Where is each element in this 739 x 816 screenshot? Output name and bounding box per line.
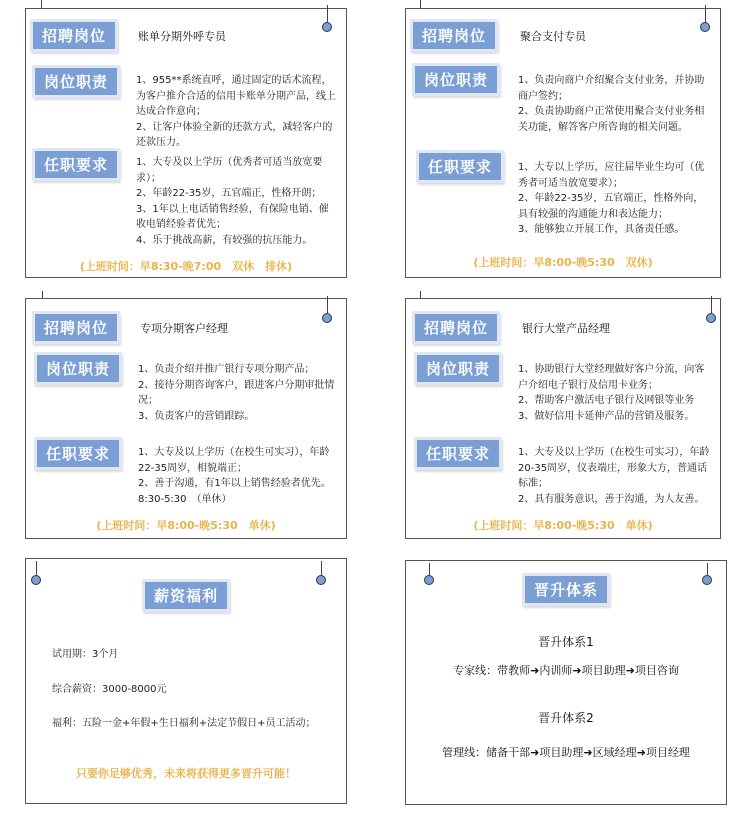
require-item: 8:30-5:30 （单休） xyxy=(138,493,232,505)
welfare-text: 福利：五险一金+年假+生日福利+法定节假日+员工活动； xyxy=(52,718,316,729)
pin-line xyxy=(705,5,706,22)
duty-item: 3、负责客户的营销跟踪。 xyxy=(138,410,255,422)
pin-line xyxy=(36,561,37,575)
duty-item: 2、负责协助商户正常使用聚合支付业务相关功能，解答客户所咨询的相关问题。 xyxy=(518,106,705,133)
job-title: 账单分期外呼专员 xyxy=(138,30,226,43)
pin-line xyxy=(327,5,328,22)
work-hours: (上班时间：早8:00-晚5:30 双休) xyxy=(473,256,653,269)
require-tag: 任职要求 xyxy=(414,437,502,470)
promotion-heading-wrap xyxy=(406,573,726,606)
benefits-card xyxy=(25,558,347,804)
pin-line xyxy=(711,296,712,313)
require-item: 1、大专以上学历，应往届毕业生均可（优秀者可适当放宽要求）； xyxy=(518,162,705,189)
pin-icon xyxy=(700,22,710,32)
job-title: 银行大堂产品经理 xyxy=(522,322,610,335)
pin-line xyxy=(327,296,328,313)
require-item: 2、具有服务意识，善于沟通，为人友善。 xyxy=(518,493,705,505)
require-list xyxy=(136,155,336,248)
promotion-heading: 晋升体系 xyxy=(522,573,610,606)
require-item: 2、善于沟通，有1年以上销售经验者优先。 xyxy=(138,478,331,489)
duty-tag: 岗位职责 xyxy=(414,352,502,385)
duty-tag: 岗位职责 xyxy=(32,65,120,98)
recruit-tag: 招聘岗位 xyxy=(32,311,120,344)
job-title: 聚合支付专员 xyxy=(520,30,586,43)
require-tag: 任职要求 xyxy=(32,148,120,181)
benefits-heading-wrap xyxy=(26,579,346,612)
pin-icon xyxy=(322,22,332,32)
duty-item: 2、让客户体验全新的还款方式，减轻客户的还款压力。 xyxy=(136,121,333,148)
duty-item: 2、帮助客户激活电子银行及网银等业务 xyxy=(518,395,695,406)
work-hours: (上班时间：早8:00-晚5:30 单休) xyxy=(473,519,653,532)
pin-icon xyxy=(424,575,434,585)
promotion-path1: 专家线：带教师➜内训师➜项目助理➜项目咨询 xyxy=(453,664,679,677)
job-card-1 xyxy=(25,8,347,278)
probation-text: 试用期：3个月 xyxy=(52,649,119,660)
duty-item: 1、负责向商户介绍聚合支付业务，并协助商户签约； xyxy=(518,75,705,102)
duty-item: 1、955**系统直呼，通过固定的话术流程，为客户推介合适的信用卡账单分期产品，线上达成合作意向； xyxy=(136,75,336,117)
duty-tag: 岗位职责 xyxy=(34,352,122,385)
pin-line xyxy=(420,0,421,8)
promotion-path2: 管理线：储备干部➜项目助理➜区域经理➜项目经理 xyxy=(442,746,690,759)
pin-line xyxy=(321,561,322,575)
recruit-tag: 招聘岗位 xyxy=(30,19,118,52)
duty-list xyxy=(518,362,713,424)
require-item: 2、年龄22-35岁，五官端正，性格外向，具有较强的沟通能力和表达能力； xyxy=(518,193,704,220)
benefits-slogan: 只要你足够优秀，未来将获得更多晋升可能！ xyxy=(76,767,296,780)
require-list xyxy=(518,160,713,238)
duty-item: 1、负责介绍并推广银行专项分期产品； xyxy=(138,364,315,375)
job-card-2 xyxy=(405,8,721,278)
duty-item: 2、接待分期咨询客户，跟进客户分期审批情况； xyxy=(138,379,335,406)
pin-line xyxy=(420,291,421,298)
duty-list xyxy=(518,73,713,135)
pin-line xyxy=(707,563,708,575)
require-item: 4、乐于挑战高薪，有较强的抗压能力。 xyxy=(136,234,313,246)
duty-list xyxy=(136,73,336,151)
duty-list xyxy=(138,362,336,424)
pin-line xyxy=(42,291,43,298)
require-item: 3、能够独立开展工作，具备责任感。 xyxy=(518,224,685,235)
require-tag: 任职要求 xyxy=(416,150,504,183)
require-item: 1、大专及以上学历（在校生可实习），年龄22-35周岁，相貌端正； xyxy=(138,447,330,474)
require-item: 3、1年以上电话销售经验，有保险电销、催收电销经验者优先； xyxy=(136,203,329,230)
promotion-path1-title: 晋升体系1 xyxy=(538,635,594,649)
pin-icon xyxy=(322,313,332,323)
job-title: 专项分期客户经理 xyxy=(140,322,228,335)
recruit-tag: 招聘岗位 xyxy=(410,19,498,52)
work-hours: (上班时间：早8:00-晚5:30 单休) xyxy=(96,519,276,532)
duty-item: 1、协助银行大堂经理做好客户分流，向客户介绍电子银行及信用卡业务； xyxy=(518,364,705,391)
require-list xyxy=(518,445,713,507)
recruit-tag: 招聘岗位 xyxy=(412,311,500,344)
pin-line xyxy=(41,0,42,8)
duty-tag: 岗位职责 xyxy=(412,63,500,96)
job-card-4 xyxy=(405,298,721,539)
require-item: 1、大专及以上学历（在校生可实习），年龄20-35周岁，仪表端庄，形象大方，普通话标准； xyxy=(518,447,710,489)
promotion-path2-title: 晋升体系2 xyxy=(538,711,594,725)
require-item: 2、年龄22-35岁，五官端正，性格开朗； xyxy=(136,188,322,199)
promotion-card xyxy=(405,560,727,805)
benefits-heading: 薪资福利 xyxy=(142,579,230,612)
pin-icon xyxy=(316,575,326,585)
require-tag: 任职要求 xyxy=(34,437,122,470)
require-item: 1、大专及以上学历（优秀者可适当放宽要求）； xyxy=(136,157,323,184)
work-hours: (上班时间：早8:30-晚7:00 双休 排休) xyxy=(79,260,293,273)
require-list xyxy=(138,445,336,507)
pin-icon xyxy=(31,575,41,585)
duty-item: 3、做好信用卡延伸产品的营销及服务。 xyxy=(518,410,695,422)
salary-text: 综合薪资：3000-8000元 xyxy=(52,684,167,695)
pin-line xyxy=(429,563,430,575)
pin-icon xyxy=(702,575,712,585)
pin-icon xyxy=(706,313,716,323)
job-card-3 xyxy=(25,298,347,539)
